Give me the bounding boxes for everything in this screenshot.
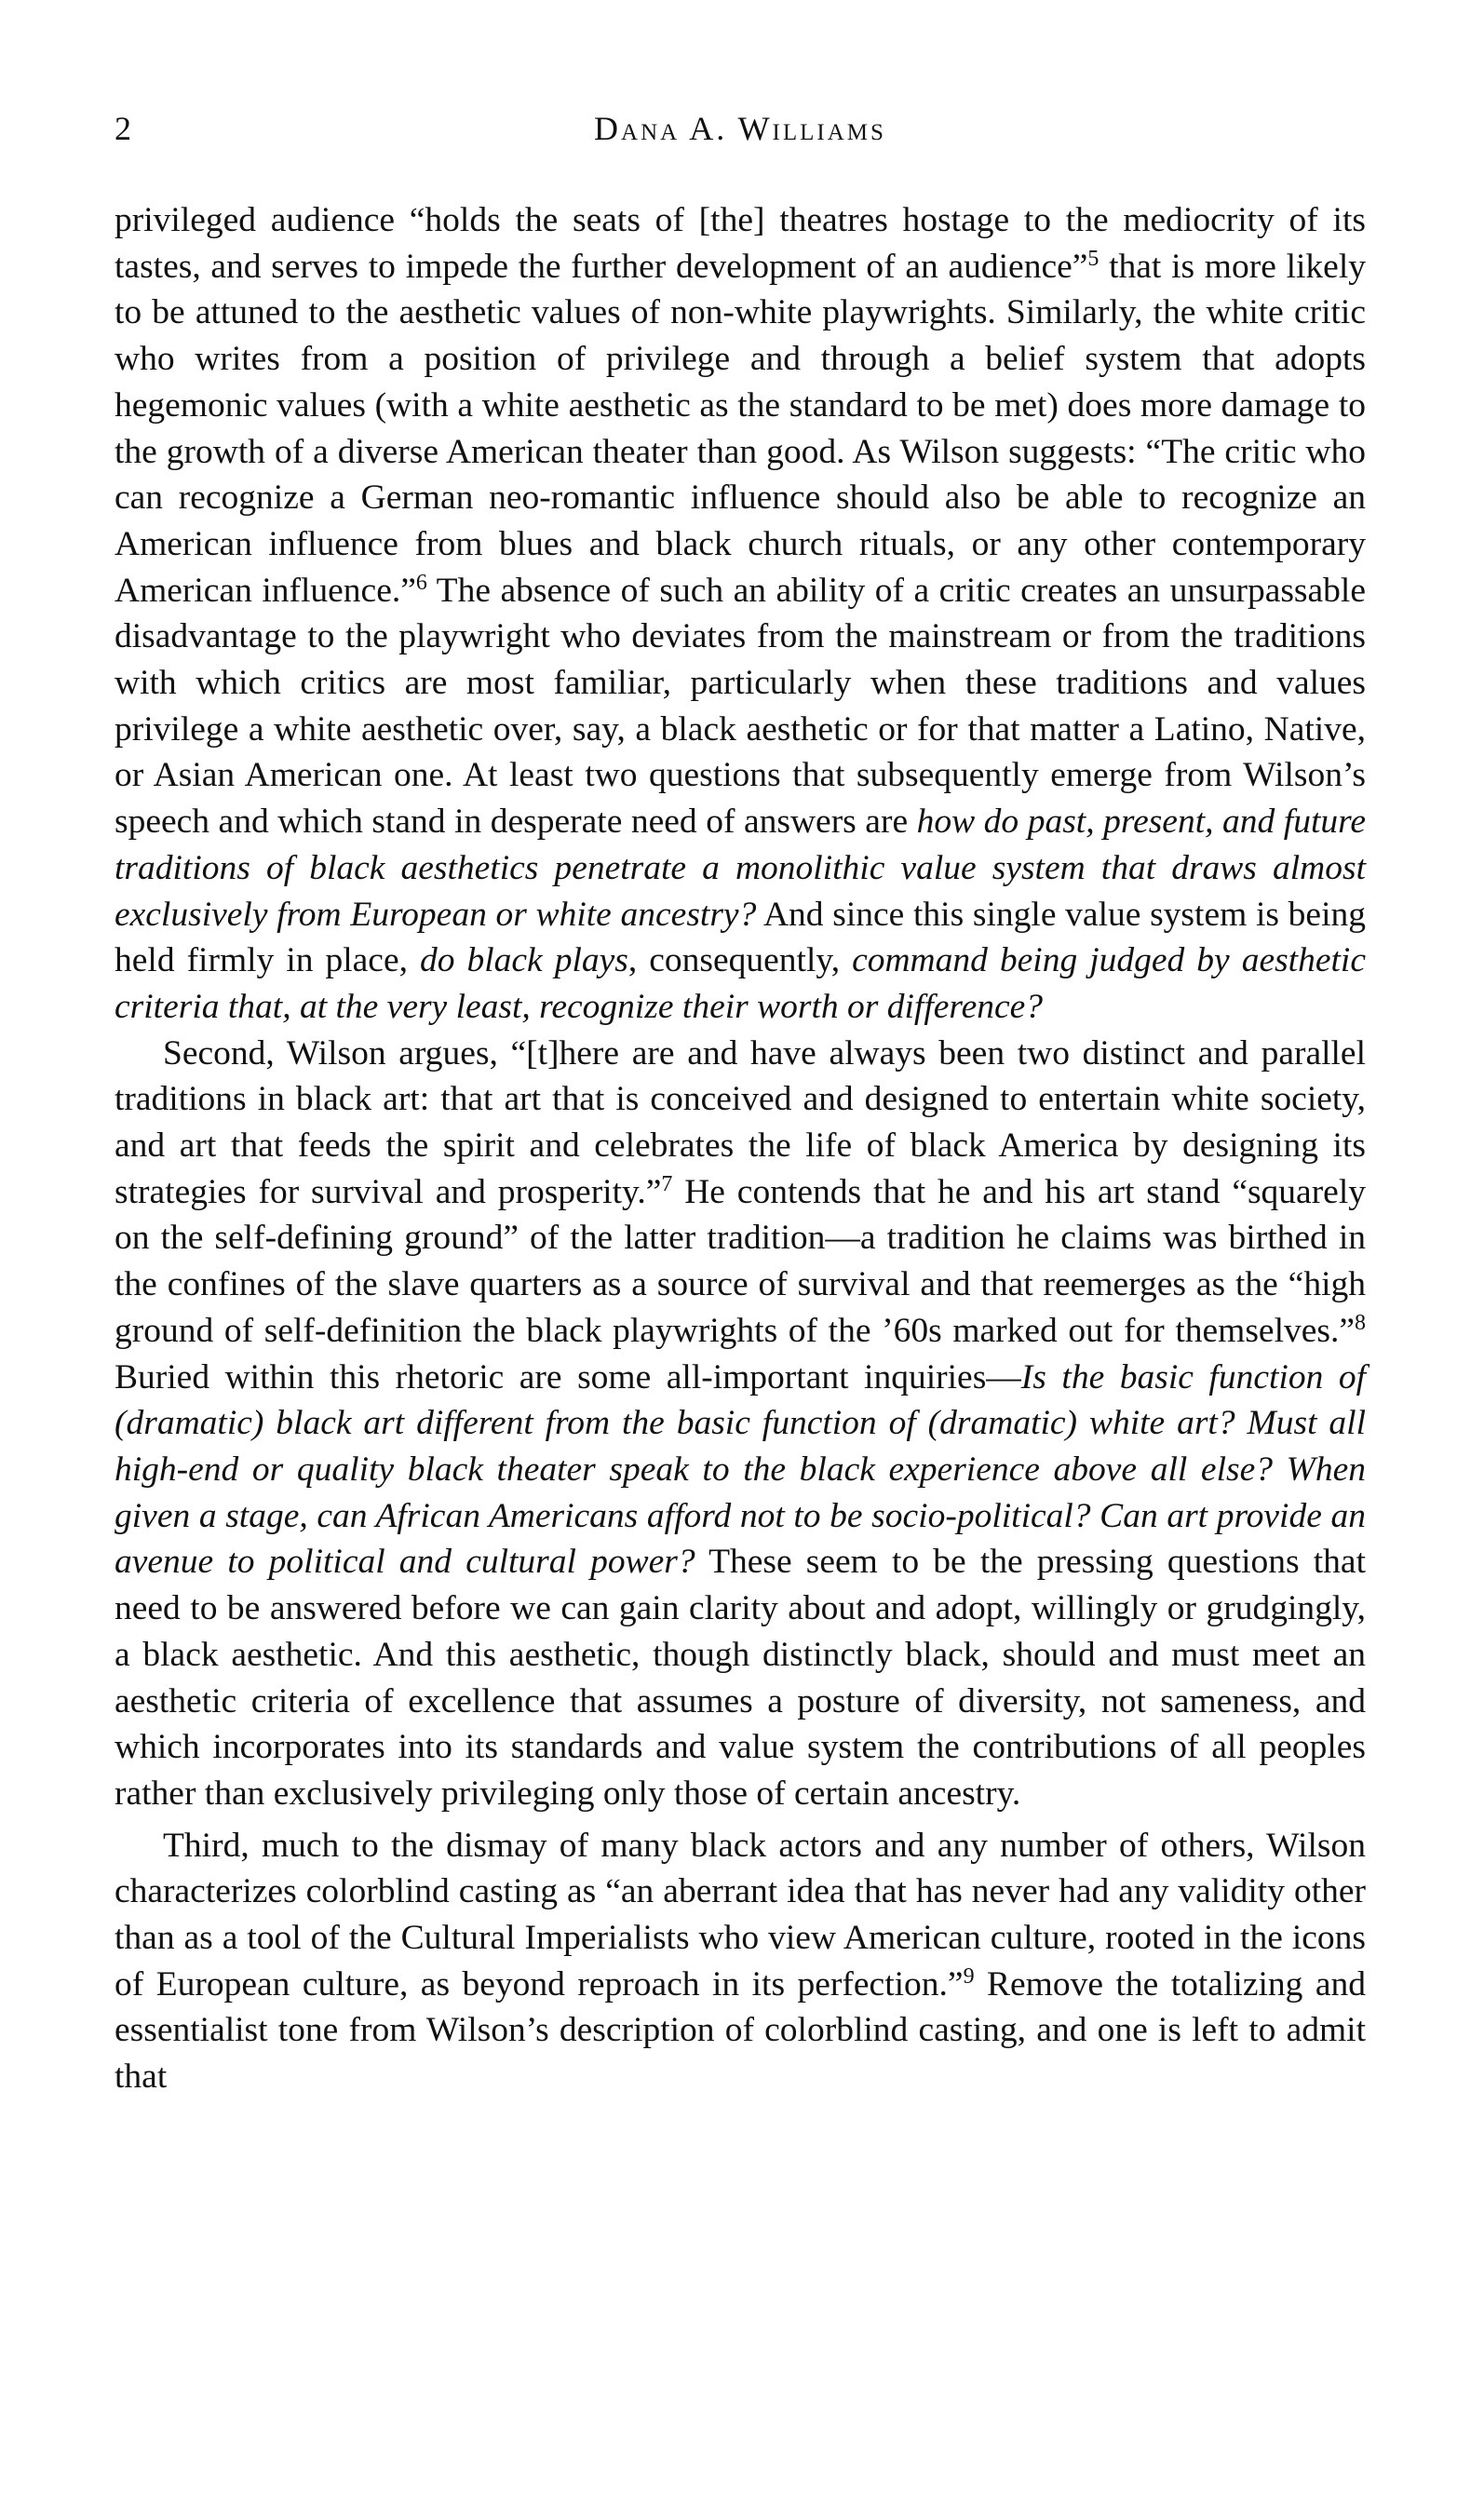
- body-text: [115, 197, 1366, 2100]
- footnote-ref-9[interactable]: 9: [963, 1963, 975, 1989]
- footnote-ref-5[interactable]: 5: [1087, 246, 1100, 271]
- text-span: And since this single value system is being held firmly in place,: [115, 895, 1366, 980]
- text-span: that is more likely to be attuned to the aesthetic values of non-white playwrights. Similarly, the white critic who writes from a position of privilege and through a belief system that adopts hegemonic values (with a white aesthetic as the standard to be met) does more damage to the growth of a diverse American theater than good. As Wilson suggests: “The critic who can recognize a German neo-romantic influence should also be able to recognize an American influence from blues and black church rituals, or any other contemporary American influence.”: [115, 247, 1366, 610]
- paragraph-1: [115, 197, 1366, 1031]
- paragraph-3: [115, 1823, 1366, 2100]
- footnote-ref-8[interactable]: 8: [1355, 1310, 1366, 1335]
- text-span: Remove the totalizing and essentialist tone from Wilson’s description of colorblind casting, and one is left to admit that: [115, 1964, 1366, 2097]
- text-span: Buried within this rhetoric are some all-important inquiries—: [115, 1357, 1021, 1396]
- text-span: privileged audience “holds the seats of [the] theatres hostage to the mediocrity of its tastes, and serves to impede the further development of an audience”: [115, 201, 1366, 286]
- footnote-ref-7[interactable]: 7: [661, 1171, 673, 1196]
- footnote-ref-6[interactable]: 6: [415, 570, 427, 595]
- page-number: 2: [115, 110, 131, 147]
- italic-question: command being judged by aesthetic criteria that, at the very least, recognize their worth or difference?: [115, 941, 1366, 1026]
- paragraph-2: [115, 1031, 1366, 1817]
- text-span: , consequently,: [627, 941, 853, 980]
- text-span: Third, much to the dismay of many black actors and any number of others, Wilson characterizes colorblind casting as “an aberrant idea that has never had any validity other than as a tool of the Cultural Imperialists who view American culture, rooted in the icons of European culture, as beyond reproach in its perfection.”: [115, 1826, 1366, 2004]
- text-span: Second, Wilson argues, “[t]here are and have always been two distinct and parallel traditions in black art: that art that is conceived and designed to entertain white society, and art that feeds the spirit and celebrates the life of black America by designing its strategies for survival and prosperity.”: [115, 1033, 1366, 1211]
- running-head: Dana A. Williams: [594, 110, 886, 147]
- italic-question: how do past, present, and future traditions of black aesthetics penetrate a monolithic value system that draws almost exclusively from European or white ancestry?: [115, 803, 1366, 934]
- italic-questions: Is the basic function of (dramatic) black art different from the basic function of (dramatic) white art? Must all high-end or quality black theater speak to the black experience above all else? When given a stage, can African Americans afford not to be socio-political? Can art provide an avenue to political and cultural power?: [115, 1357, 1367, 1582]
- text-span: He contends that he and his art stand “squarely on the self-defining ground” of the latter tradition—a tradition he claims was birthed in the confines of the slave quarters as a source of survival and that reemerges as the “high ground of self-definition the black playwrights of the ’60s marked out for themselves.”: [115, 1172, 1366, 1350]
- italic-phrase: do black plays: [419, 941, 628, 980]
- text-span: These seem to be the pressing questions that need to be answered before we can gain clarity about and adopt, willingly or grudgingly, a black aesthetic. And this aesthetic, though distinctly black, should and must meet an aesthetic criteria of excellence that assumes a posture of diversity, not sameness, and which incorporates into its standards and value system the contributions of all peoples rather than exclusively privileging only those of certain ancestry.: [115, 1543, 1366, 1813]
- page-header: [115, 101, 1366, 156]
- text-span: The absence of such an ability of a critic creates an unsurpassable disadvantage to the playwright who deviates from the mainstream or from the traditions with which critics are most familiar, particularly when these traditions and values privilege a white aesthetic over, say, a black aesthetic or for that matter a Latino, Native, or Asian American one. At least two questions that subsequently emerge from Wilson’s speech and which stand in desperate need of answers are: [115, 571, 1366, 842]
